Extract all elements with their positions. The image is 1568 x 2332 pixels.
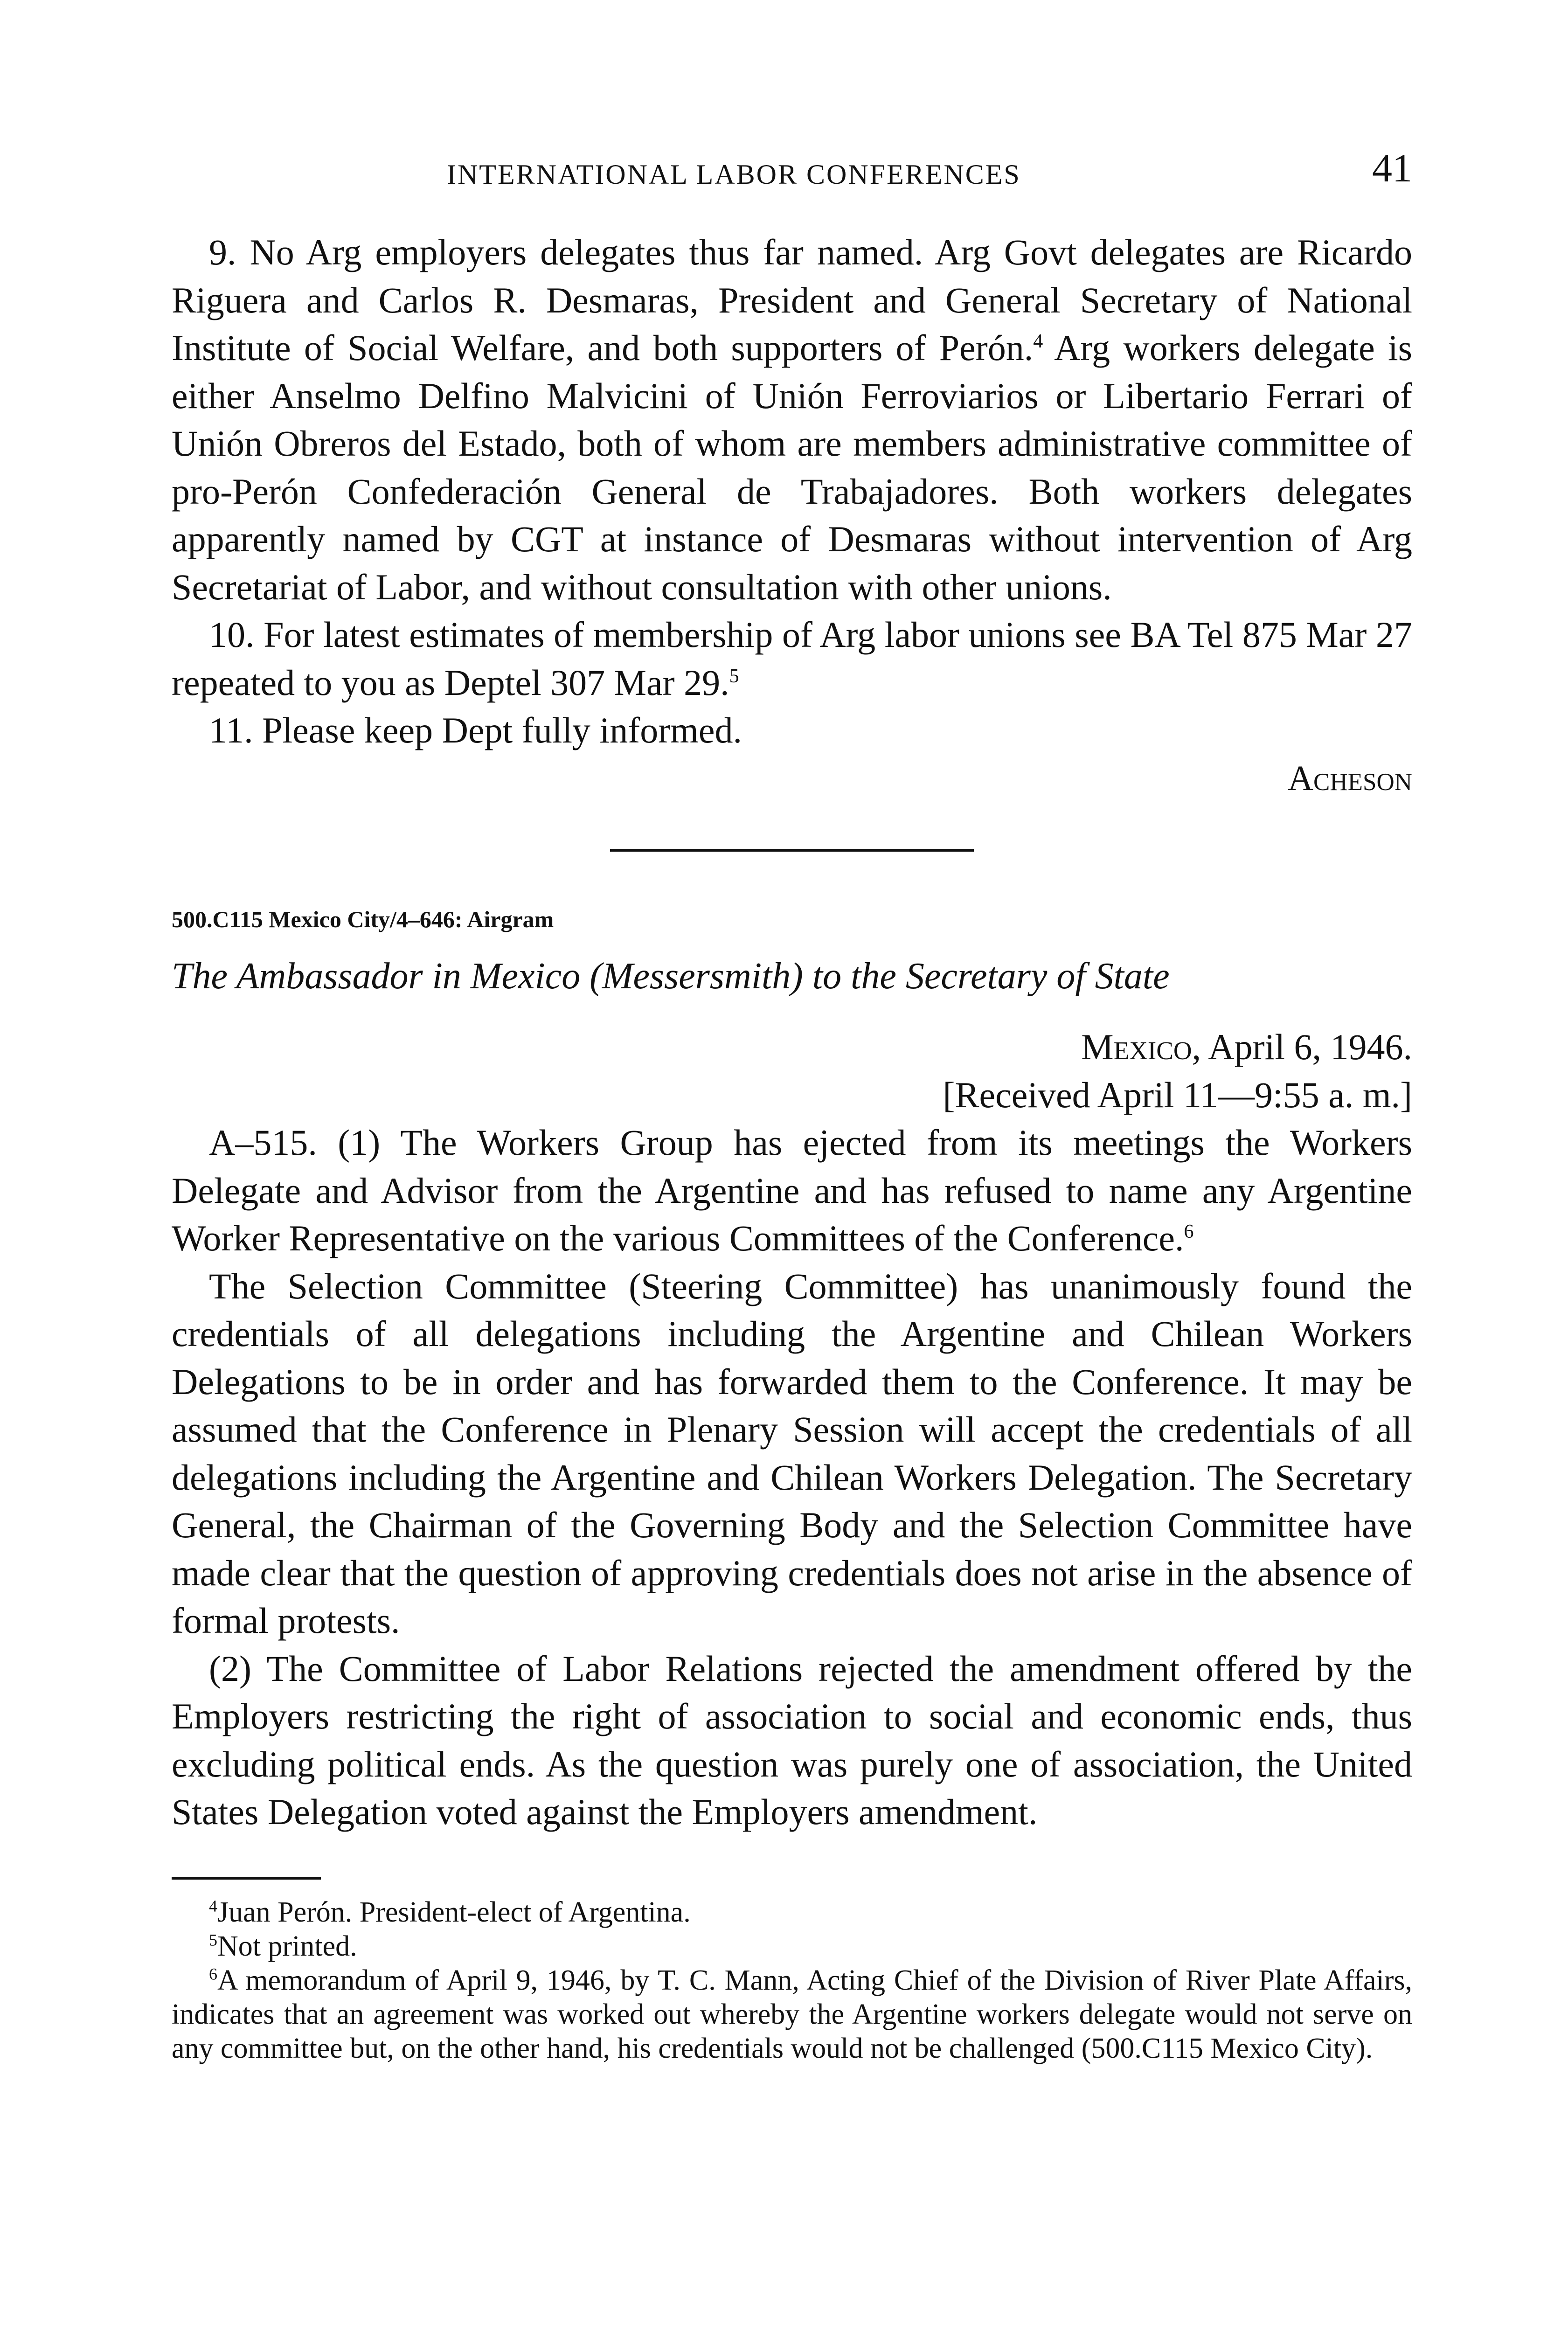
dateline bbox=[172, 1023, 1412, 1071]
paragraph-10-text: 10. For latest estimates of membership of Arg labor unions see BA Tel 875 Mar 27 repeated to you as Deptel 307 Mar 29. bbox=[172, 614, 1412, 703]
footnote-6 bbox=[172, 1964, 1412, 2066]
paragraph-a515 bbox=[172, 1119, 1412, 1263]
file-reference: 500.C115 Mexico City/4–646: Airgram bbox=[172, 906, 554, 932]
paragraph-labor-relations: (2) The Committee of Labor Relations rejected the amendment offered by the Employers restricting the right of association to social and economic ends, thus excluding political ends. As the question was purely one of association, the United States Delegation voted against the Employers amendment. bbox=[172, 1648, 1412, 1832]
page-number: 41 bbox=[1372, 146, 1412, 190]
page-body bbox=[172, 229, 1412, 2066]
received-note: [Received April 11—9:55 a. m.] bbox=[943, 1074, 1412, 1115]
document-title: The Ambassador in Mexico (Messersmith) to the Secretary of State bbox=[172, 956, 1170, 997]
paragraph-9 bbox=[172, 229, 1412, 611]
footnote-text: A memorandum of April 9, 1946, by T. C. Mann, Acting Chief of the Division of River Plate Affairs, indicates that an agreement was worked out whereby the Argentine workers delegate would not serve on any committee but, on the other hand, his credentials would not be challenged (500.C115 Mexico City). bbox=[172, 1964, 1412, 2064]
dateline-date: April 6, 1946. bbox=[1201, 1027, 1412, 1067]
footnote-mark: 5 bbox=[209, 1930, 217, 1949]
section-divider bbox=[610, 849, 974, 852]
paragraph-selection-committee: The Selection Committee (Steering Committee) has unanimously found the credentials of all delegations including the Argentine and Chilean Workers Delegations to be in order and has forwarded them to the Conference. It may be assumed that the Conference in Plenary Session will accept the credentials of all delegations including the Argentine and Chilean Workers Delegation. The Secretary General, the Chairman of the Governing Body and the Selection Committee have made clear that the question of approving credentials does not arise in the absence of formal protests. bbox=[172, 1265, 1412, 1641]
running-head: INTERNATIONAL LABOR CONFERENCES bbox=[447, 159, 1021, 190]
signature-acheson: Acheson bbox=[1288, 758, 1412, 798]
footnote-mark: 6 bbox=[209, 1964, 217, 1983]
footnote-rule bbox=[172, 1877, 321, 1880]
paragraph-a515-text: A–515. (1) The Workers Group has ejected from its meetings the Workers Delegate and Advisor from the Argentine and has refused to name any Argentine Worker Representative on the various Committees of the Conference. bbox=[172, 1122, 1412, 1258]
dateline-place: Mexico, bbox=[1081, 1027, 1201, 1067]
footnote-5 bbox=[172, 1929, 1412, 1964]
footnotes bbox=[172, 1895, 1412, 2066]
footnote-text: Not printed. bbox=[217, 1930, 357, 1962]
footnote-ref-4: 4 bbox=[1033, 331, 1043, 352]
paragraph-9-text-b: Arg workers delegate is either Anselmo Delfino Malvicini of Unión Ferroviarios or Libertario Ferrari of Unión Obreros del Estado, both of whom are members administrative committee of pro-Perón Confederación General de Trabajadores. Both workers delegates apparently named by CGT at instance of Desmaras without intervention of Arg Secretariat of Labor, and without consultation with other unions. bbox=[172, 327, 1412, 607]
footnote-mark: 4 bbox=[209, 1896, 217, 1915]
footnote-ref-5: 5 bbox=[729, 665, 739, 687]
paragraph-9-text-a: 9. No Arg employers delegates thus far named. Arg Govt delegates are Ricardo Riguera and Carlos R. Desmaras, President and General Secretary of National Institute of Social Welfare, and both supporters of Perón. bbox=[172, 232, 1412, 368]
footnote-4 bbox=[172, 1895, 1412, 1929]
footnote-ref-6: 6 bbox=[1184, 1221, 1194, 1242]
paragraph-10 bbox=[172, 611, 1412, 707]
footnote-text: Juan Perón. President-elect of Argentina. bbox=[217, 1896, 691, 1928]
page-header bbox=[172, 140, 1412, 191]
paragraph-11: 11. Please keep Dept fully informed. bbox=[209, 710, 742, 750]
